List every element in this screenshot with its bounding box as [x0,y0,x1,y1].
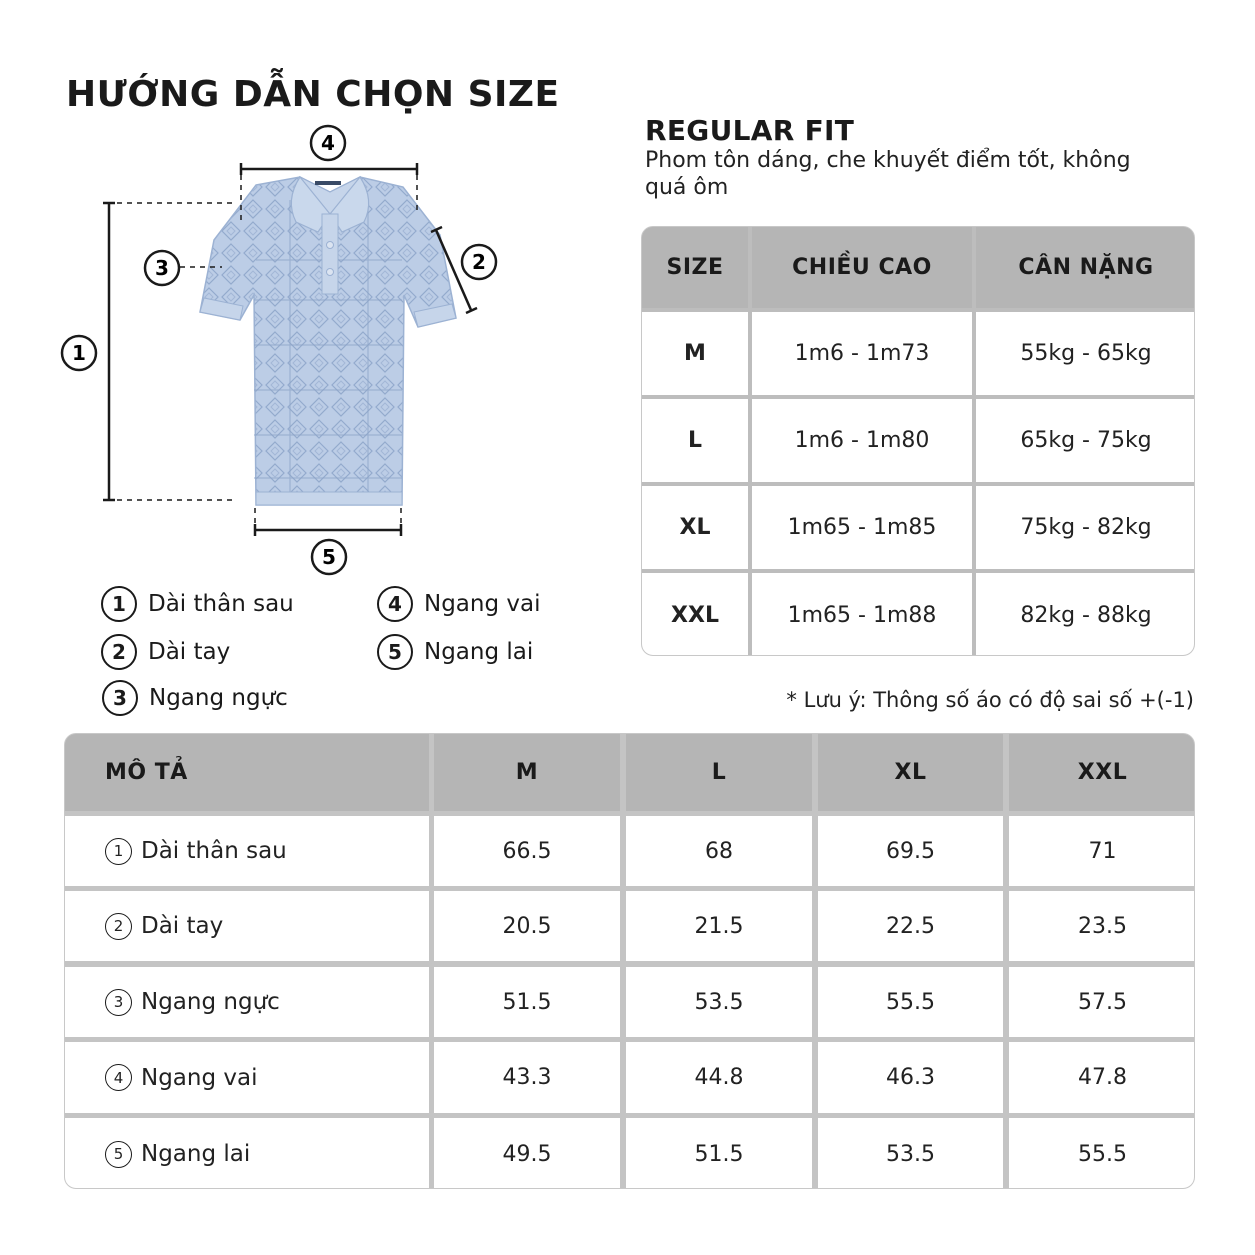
legend-label: Ngang ngực [149,685,288,711]
legend-number: 5 [377,634,413,670]
row-number: 4 [105,1064,132,1091]
legend-number: 3 [102,680,138,716]
measure-header-l: L [626,734,812,811]
legend-item-5 [377,634,533,670]
measure-cell: 21.5 [626,891,812,961]
polo-shirt-illustration [200,177,456,505]
measure-header-desc: MÔ TẢ [65,734,429,811]
measure-cell: 43.3 [434,1042,620,1113]
size-cell: 65kg - 75kg [976,399,1195,482]
size-cell: 75kg - 82kg [976,486,1195,569]
measure-cell: 49.5 [434,1118,620,1189]
measure-cell: 53.5 [626,967,812,1037]
size-header-size: SIZE [642,227,748,308]
size-cell: 82kg - 88kg [976,573,1195,656]
measure-cell: 55.5 [1009,1118,1195,1189]
legend-number: 2 [101,634,137,670]
legend-item-2 [101,634,230,670]
size-cell: 1m65 - 1m88 [752,573,972,656]
marker-2 [462,245,496,279]
marker-5-label: 5 [322,545,336,569]
legend-label: Ngang vai [424,591,541,617]
measure-cell: 46.3 [818,1042,1003,1113]
measure-row-label [65,967,429,1037]
tolerance-note: * Lưu ý: Thông số áo có độ sai số +(-1) [786,688,1194,712]
size-cell: L [642,399,748,482]
measure-cell: 20.5 [434,891,620,961]
marker-1-label: 1 [72,341,86,365]
row-label: Ngang lai [141,1141,251,1167]
row-label: Dài thân sau [141,838,287,864]
measure-cell: 23.5 [1009,891,1195,961]
marker-1 [62,336,96,370]
measure-row-label [65,1042,429,1113]
measure-row-label [65,891,429,961]
row-number: 5 [105,1141,132,1168]
marker-2-label: 2 [472,250,486,274]
measure-cell: 55.5 [818,967,1003,1037]
row-label: Ngang vai [141,1064,258,1091]
row-label: Ngang ngực [141,989,280,1015]
row-number: 1 [105,838,132,865]
fit-title: REGULAR FIT [645,114,855,147]
marker-4 [311,126,345,160]
marker-5 [312,540,346,574]
measure-row-label [65,1118,429,1189]
size-cell: M [642,312,748,395]
measure-cell: 66.5 [434,816,620,886]
size-cell: 1m6 - 1m73 [752,312,972,395]
measure-header-xl: XL [818,734,1003,811]
measure-row-label [65,816,429,886]
legend-number: 1 [101,586,137,622]
page-title: HƯỚNG DẪN CHỌN SIZE [66,74,560,115]
size-cell: XL [642,486,748,569]
size-header-height: CHIỀU CAO [752,227,972,308]
legend-number: 4 [377,586,413,622]
measure-cell: 51.5 [626,1118,812,1189]
row-label: Dài tay [141,913,224,939]
shirt-diagram [0,0,620,580]
fit-description: Phom tôn dáng, che khuyết điểm tốt, không quá ôm [645,148,1131,200]
size-table [641,226,1195,656]
measure-cell: 71 [1009,816,1195,886]
measure-header-xxl: XXL [1009,734,1195,811]
marker-3 [145,251,179,285]
marker-3-label: 3 [155,256,169,280]
measure-cell: 68 [626,816,812,886]
size-cell: XXL [642,573,748,656]
legend-item-3 [102,680,288,716]
row-number: 2 [105,913,132,940]
measure-header-m: M [434,734,620,811]
size-cell: 1m65 - 1m85 [752,486,972,569]
legend-item-1 [101,586,294,622]
size-header-weight: CÂN NẶNG [976,227,1195,308]
measure-cell: 51.5 [434,967,620,1037]
legend-item-4 [377,586,540,622]
measure-cell: 22.5 [818,891,1003,961]
size-cell: 1m6 - 1m80 [752,399,972,482]
measure-cell: 47.8 [1009,1042,1195,1113]
measure-cell: 44.8 [626,1042,812,1113]
measure-cell: 53.5 [818,1118,1003,1189]
measure-cell: 57.5 [1009,967,1195,1037]
legend-label: Dài tay [148,639,231,665]
row-number: 3 [105,989,132,1016]
legend-label: Dài thân sau [148,591,294,617]
measurement-table [64,733,1195,1189]
measure-cell: 69.5 [818,816,1003,886]
size-cell: 55kg - 65kg [976,312,1195,395]
legend-label: Ngang lai [424,639,534,665]
marker-4-label: 4 [321,131,335,155]
